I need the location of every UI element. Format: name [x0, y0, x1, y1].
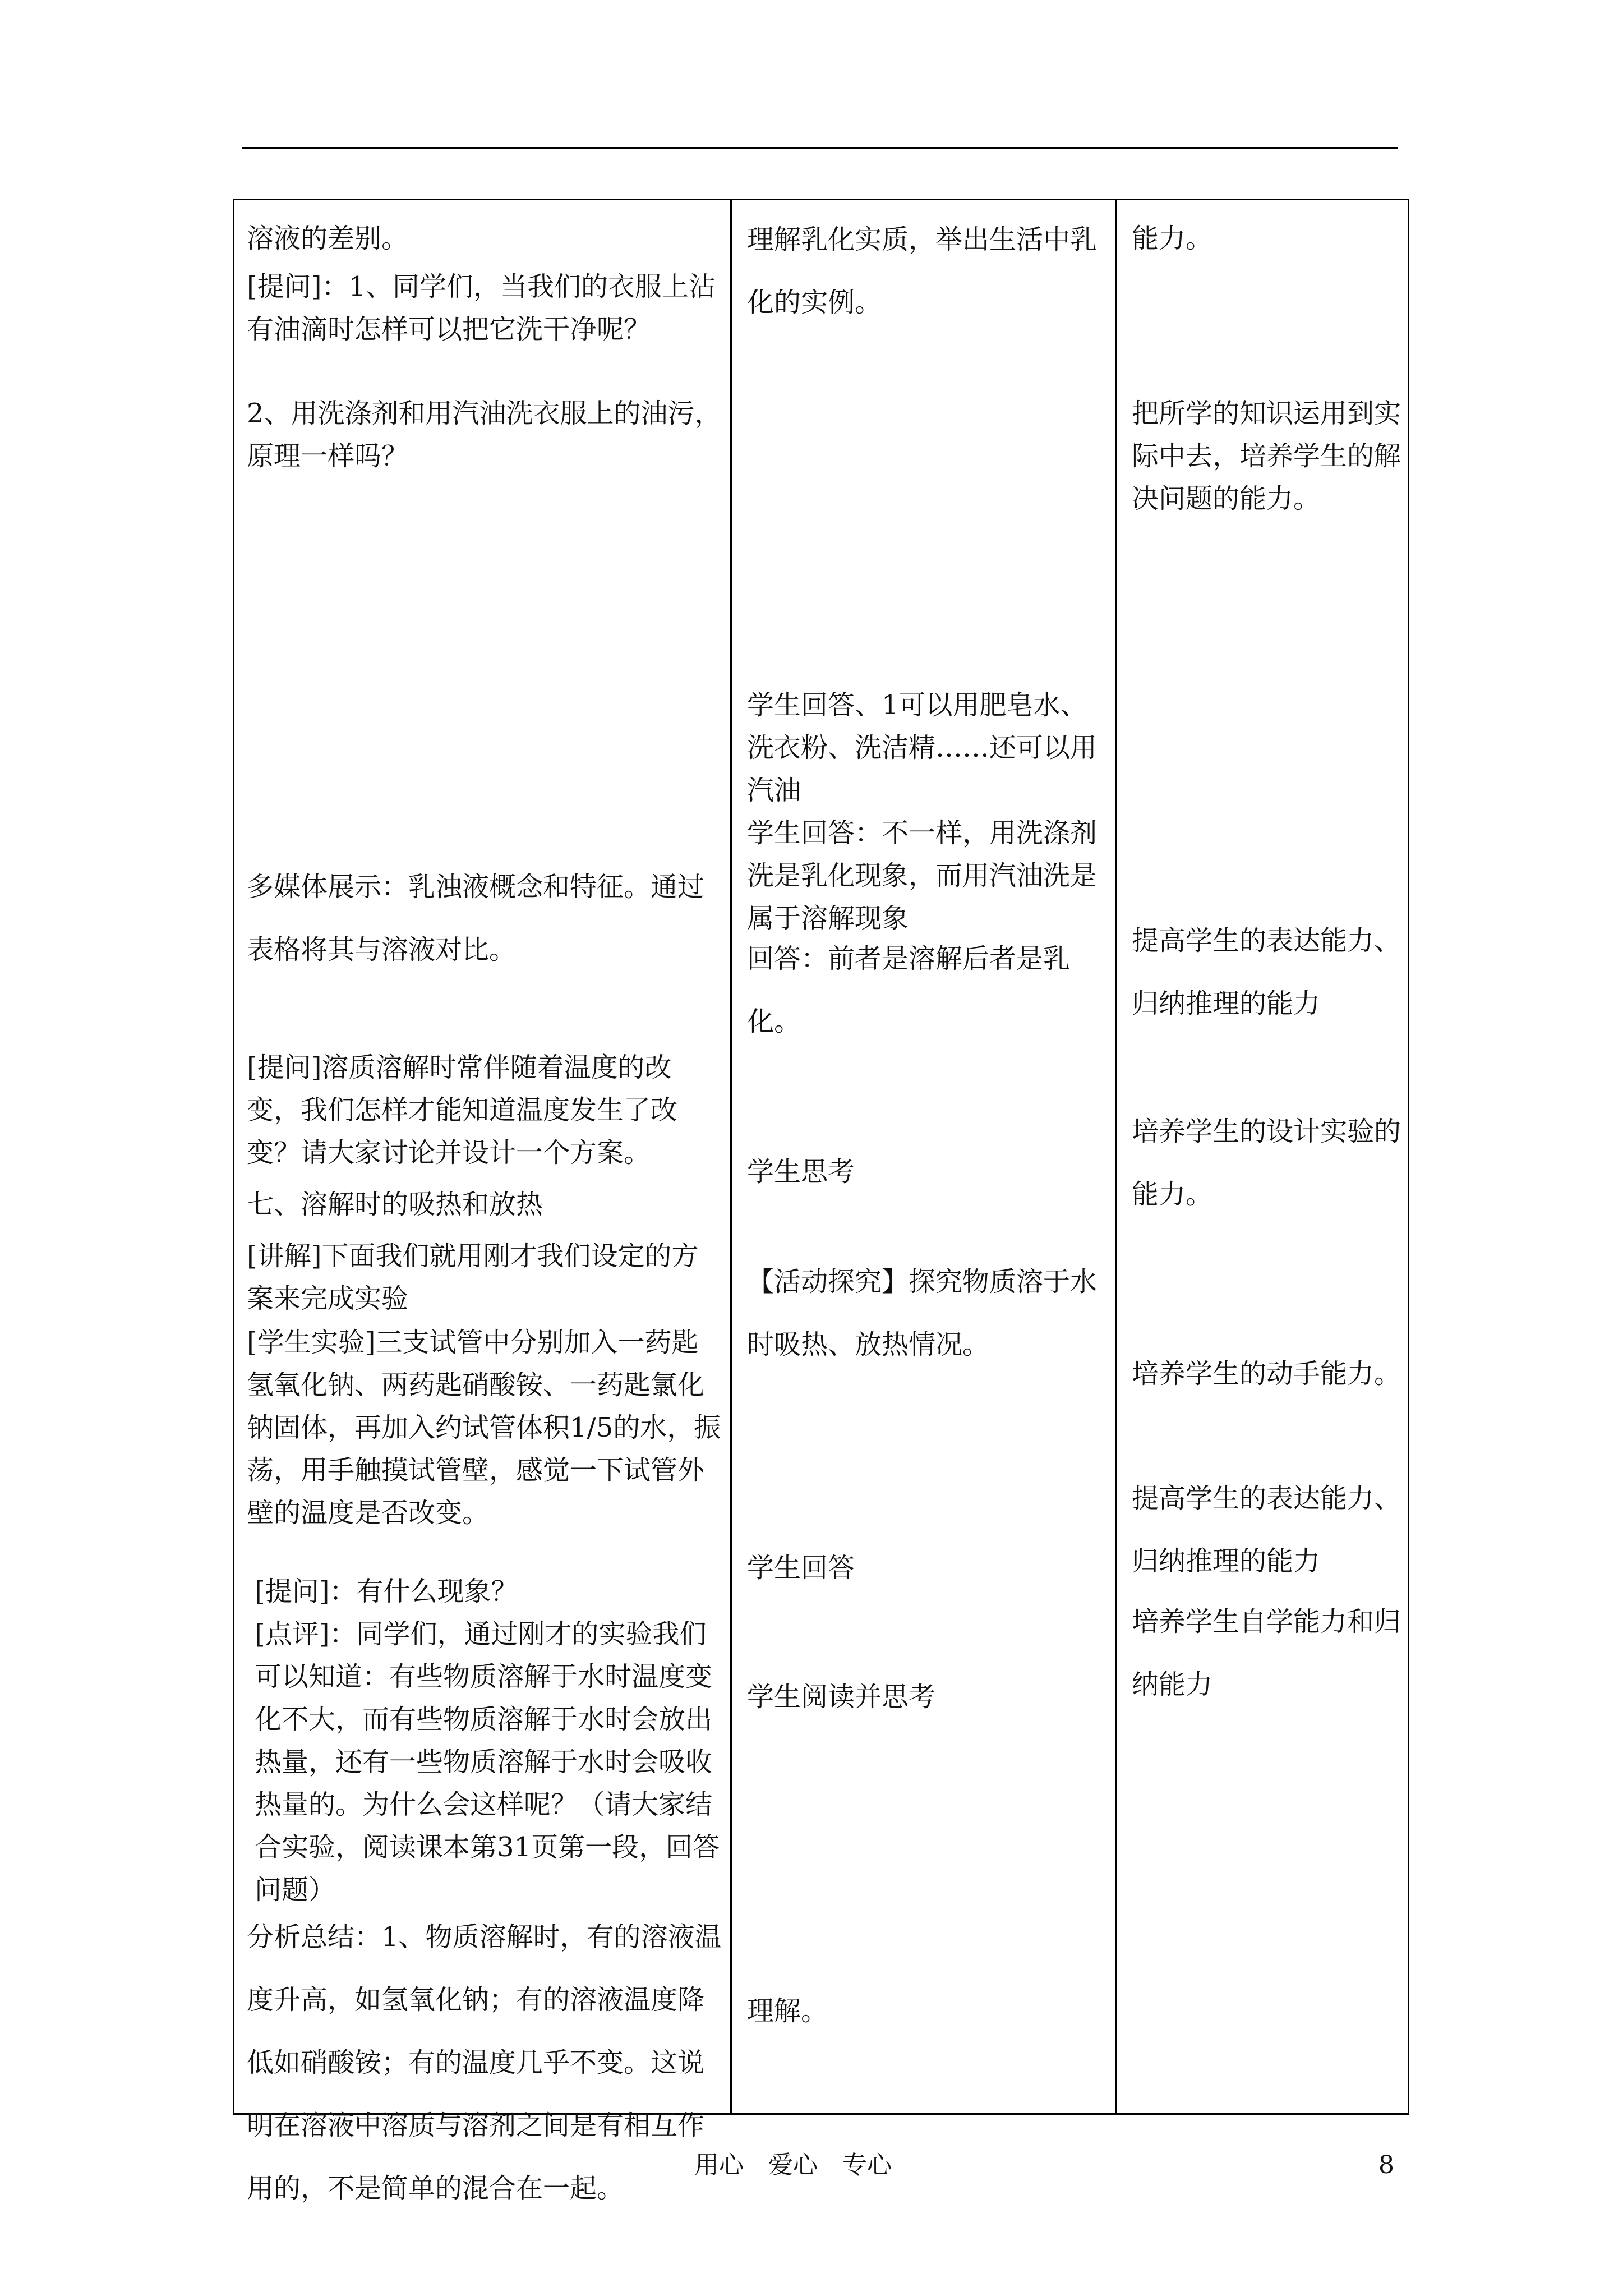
teacher-media: 多媒体展示：乳浊液概念和特征。通过表格将其与溶液对比。 [247, 871, 705, 965]
teacher-question: [提问]：有什么现象？ [255, 1576, 518, 1607]
column-divider [1115, 200, 1117, 2113]
intent-text: 培养学生自学能力和归纳能力 [1132, 1606, 1401, 1700]
student-answer: 学生回答：不一样，用洗涤剂洗是乳化现象，而用汽油洗是属于溶解现象 [747, 817, 1098, 934]
student-reading: 学生阅读并思考 [747, 1681, 936, 1713]
student-answer: 学生回答 [747, 1552, 855, 1584]
intent-text: 培养学生的动手能力。 [1132, 1358, 1401, 1389]
student-thinking: 学生思考 [747, 1156, 855, 1188]
footer-motto: 用心 爱心 专心 [694, 2151, 892, 2179]
activity-inquiry: 【活动探究】探究物质溶于水时吸热、放热情况。 [747, 1266, 1098, 1360]
teacher-activity-cell [247, 200, 723, 2204]
page-footer [0, 2148, 1623, 2188]
intent-text: 培养学生的设计实验的能力。 [1132, 1116, 1401, 1210]
student-experiment: [学生实验]三支试管中分别加入一药匙氢氧化钠、两药匙硝酸铵、一药匙氯化钠固体，再加入约试管体积1/5的水，振荡，用手触摸试管壁，感觉一下试管外壁的温度是否改变。 [247, 1327, 721, 1529]
teacher-text: 溶液的差别。 [247, 223, 409, 254]
teacher-comment: [点评]：同学们，通过刚才的实验我们可以知道：有些物质溶解于水时温度变化不大，而有些物质溶解于水时会放出热量，还有一些物质溶解于水时会吸收热量的。为什么会这样呢？（请大家结合实验，阅读课本第31页第一段，回答问题） [255, 1618, 720, 1906]
intent-text: 把所学的知识运用到实际中去，培养学生的解决问题的能力。 [1132, 398, 1401, 514]
student-activity-cell [747, 200, 1106, 2113]
student-answer: 学生回答、1可以用肥皂水、洗衣粉、洗洁精……还可以用汽油 [747, 689, 1098, 806]
student-text: 理解乳化实质，举出生活中乳化的实例。 [747, 224, 1098, 318]
column-divider [730, 200, 732, 2113]
design-intent-cell [1132, 200, 1407, 2113]
intent-text: 提高学生的表达能力、归纳推理的能力 [1132, 1483, 1401, 1577]
teacher-explanation: [讲解]下面我们就用刚才我们设定的方案来完成实验 [247, 1240, 699, 1314]
analysis-summary: 分析总结：1、物质溶解时，有的溶液温度升高，如氢氧化钠；有的溶液温度降低如硝酸铵；有的温度几乎不变。这说明在溶液中溶质与溶剂之间是有相互作用的，不是简单的混合在一起。 [247, 1921, 722, 2204]
page-number: 8 [1378, 2151, 1394, 2179]
teacher-question: [提问]：1、同学们，当我们的衣服上沾有油滴时怎样可以把它洗干净呢？ [247, 271, 716, 345]
teacher-question: 2、用洗涤剂和用汽油洗衣服上的油污，原理一样吗？ [247, 398, 722, 472]
section-heading: 七、溶解时的吸热和放热 [247, 1189, 543, 1220]
header-rule [242, 147, 1398, 149]
student-understanding: 理解。 [747, 1995, 828, 2027]
teacher-question: [提问]溶质溶解时常伴随着温度的改变，我们怎样才能知道温度发生了改变？请大家讨论并设计一个方案。 [247, 1052, 678, 1168]
student-answer: 回答：前者是溶解后者是乳化。 [747, 943, 1071, 1037]
intent-text: 提高学生的表达能力、归纳推理的能力 [1132, 925, 1401, 1019]
intent-text: 能力。 [1132, 223, 1213, 254]
